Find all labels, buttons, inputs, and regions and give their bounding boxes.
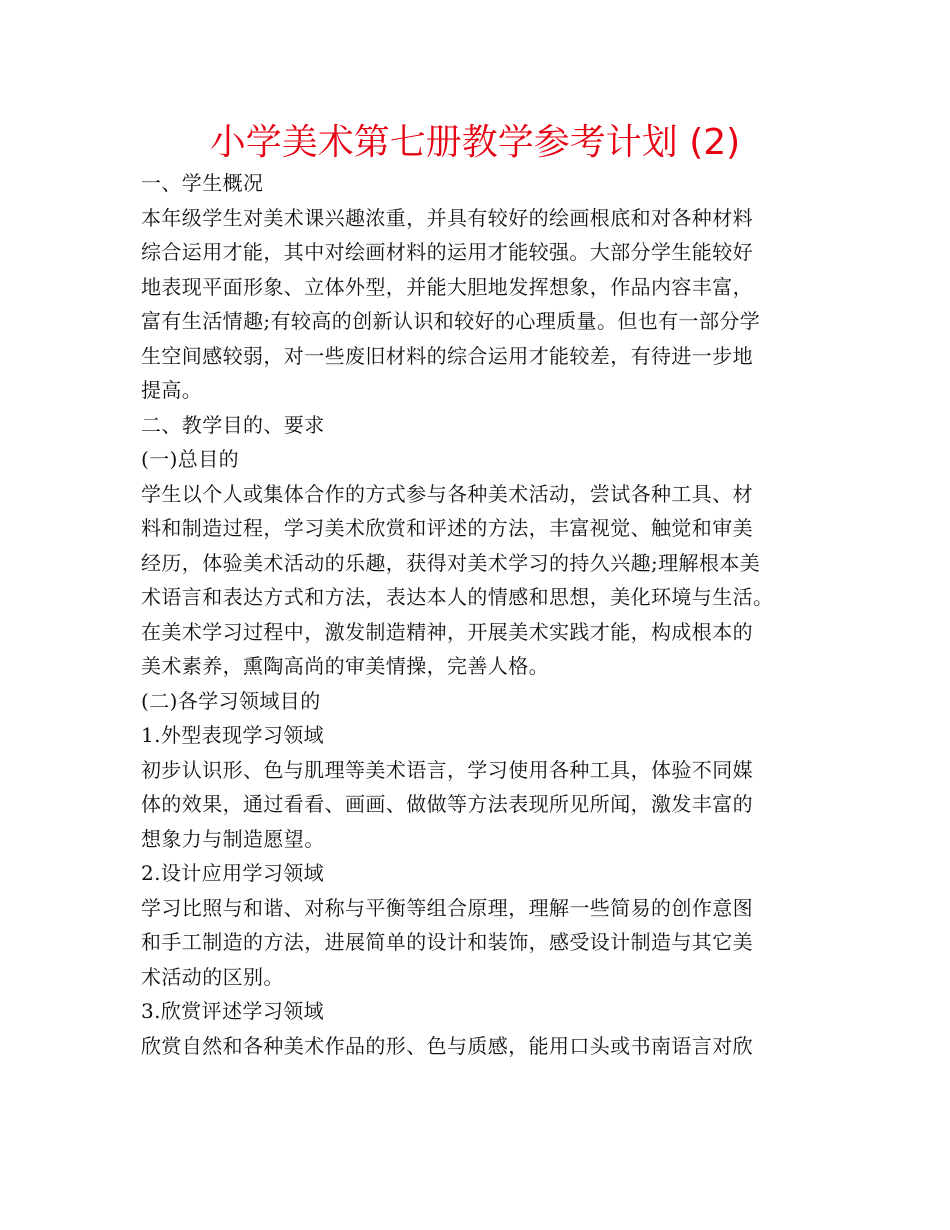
- text-line: 1.外型表现学习领域: [141, 723, 325, 747]
- text-line: 本年级学生对美术课兴趣浓重，并具有较好的绘画根底和对各种材料: [141, 205, 753, 230]
- text-line: 提高。: [141, 378, 203, 402]
- text-line: 生空间感较弱，对一些废旧材料的综合运用才能较差，有待进一步地: [141, 343, 753, 368]
- text-line: 在美术学习过程中，激发制造精神，开展美术实践才能，构成根本的: [141, 619, 753, 644]
- text-line: 经历，体验美术活动的乐趣，获得对美术学习的持久兴趣;理解根本美: [141, 550, 761, 575]
- text-line: (一)总目的: [141, 447, 240, 471]
- text-line: 二、教学目的、要求: [141, 412, 325, 437]
- text-line: 3.欣赏评述学习领域: [141, 999, 325, 1023]
- text-line: 学生以个人或集体合作的方式参与各种美术活动，尝试各种工具、材: [141, 481, 753, 506]
- document-body: [141, 166, 841, 1063]
- text-line: 料和制造过程，学习美术欣赏和评述的方法，丰富视觉、触觉和审美: [141, 516, 753, 540]
- text-line: 美术素养，熏陶高尚的审美情操，完善人格。: [141, 654, 549, 678]
- text-line: 和手工制造的方法，进展简单的设计和装饰，感受设计制造与其它美: [141, 930, 753, 954]
- text-line: 地表现平面形象、立体外型，并能大胆地发挥想象，作品内容丰富，: [141, 274, 753, 299]
- text-line: (二)各学习领域目的: [141, 688, 321, 713]
- text-line: 2.设计应用学习领域: [141, 861, 325, 885]
- text-line: 一、学生概况: [141, 171, 264, 195]
- document-title: 小学美术第七册教学参考计划 (2): [209, 122, 741, 163]
- text-line: 富有生活情趣;有较高的创新认识和较好的心理质量。但也有一部分学: [141, 309, 761, 333]
- text-line: 想象力与制造愿望。: [141, 826, 325, 851]
- text-line: 初步认识形、色与肌理等美术语言，学习使用各种工具，体验不同媒: [141, 757, 753, 782]
- text-line: 术语言和表达方式和方法，表达本人的情感和思想，美化环境与生活。: [141, 585, 774, 609]
- text-line: 术活动的区别。: [141, 964, 284, 989]
- text-line: 体的效果，通过看看、画画、做做等方法表现所见所闻，激发丰富的: [141, 792, 753, 816]
- text-line: 综合运用才能，其中对绘画材料的运用才能较强。大部分学生能较好: [141, 240, 753, 264]
- text-line: 学习比照与和谐、对称与平衡等组合原理，理解一些简易的创作意图: [141, 895, 753, 920]
- text-line: 欣赏自然和各种美术作品的形、色与质感，能用口头或书南语言对欣: [141, 1033, 753, 1058]
